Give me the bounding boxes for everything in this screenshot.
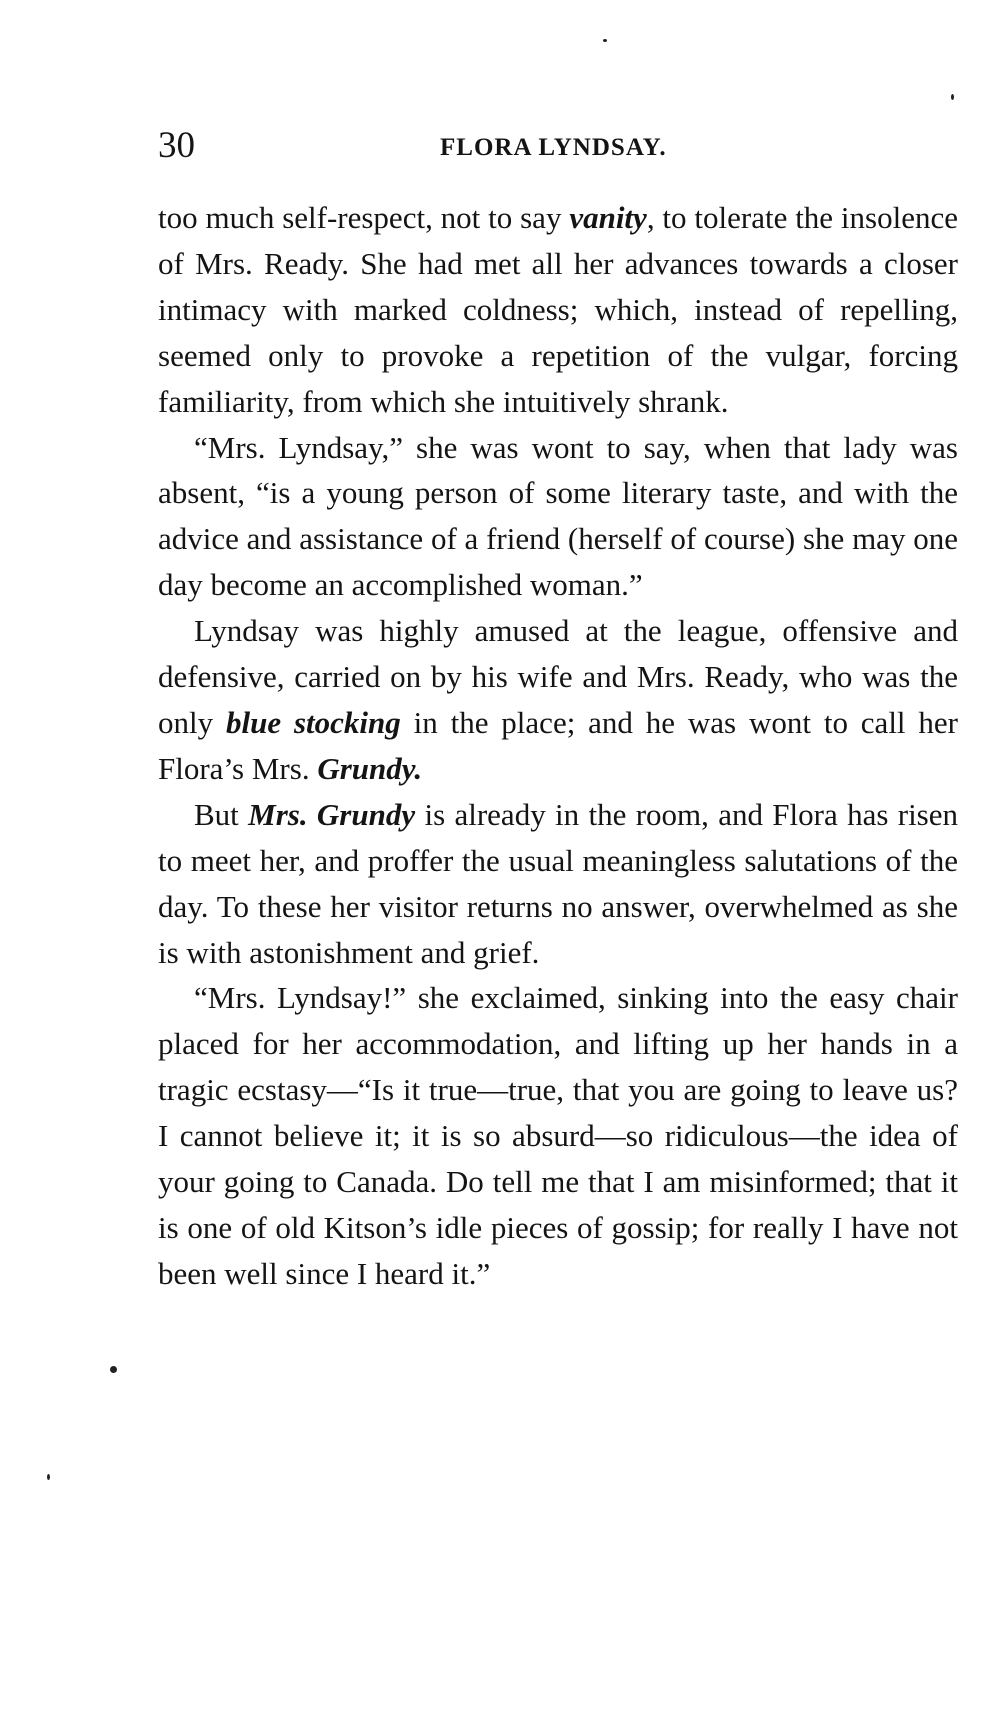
- text-segment: “Mrs. Lyndsay!” she exclaimed, sinking into the easy chair placed for her accommodation, and lifting up her hands in a tragic ecstasy—“Is it true—true, that you are going to leave us? I cannot believe it; it is so absurd—so ridiculous—the idea of your going to Canada. Do tell me that I am misinformed; that it is one of old Kitson’s idle pieces of gossip; for really I have not been well since I heard it.”: [158, 980, 958, 1291]
- scan-speck: [47, 1474, 50, 1480]
- text-segment: too much self-respect, not to say: [158, 200, 570, 235]
- emphasized-text: Grundy.: [317, 750, 423, 786]
- emphasized-text: Mrs. Grundy: [248, 796, 416, 832]
- paragraph: [158, 195, 958, 425]
- text-segment: But: [194, 796, 249, 832]
- page-number: 30: [158, 125, 195, 166]
- page-header: [158, 122, 958, 170]
- text-segment: “Mrs. Lyndsay,” she was wont to say, when that lady was absent, “is a young person of some literary taste, and with the advice and assistance of a friend (herself of course) she may one day become an accomplished woman.”: [158, 429, 958, 603]
- emphasized-text: vanity: [569, 200, 647, 235]
- bullet-mark: [110, 1366, 117, 1373]
- body-text: [158, 195, 958, 1297]
- paragraph: [158, 975, 958, 1296]
- running-title: FLORA LYNDSAY.: [440, 134, 667, 161]
- scan-speck: [603, 39, 607, 42]
- paragraph: [158, 608, 958, 792]
- text-segment: Lyndsay was highly amused at the league, offensive and defensive, carried on by his wife and Mrs. Ready, who was the only: [158, 613, 958, 740]
- scan-speck: [951, 94, 954, 100]
- paragraph: [158, 792, 958, 976]
- text-segment: is already in the room, and Flora has risen to meet her, and proffer the usual meaningless salutations of the day. To these her visitor returns no answer, overwhelmed as she is with astonishment and grief.: [158, 796, 959, 970]
- emphasized-text: blue stocking: [225, 704, 401, 740]
- text-segment: , to tolerate the insolence of Mrs. Ready. She had met all her advances towards a closer intimacy with marked coldness; which, instead of repelling, seemed only to provoke a repetition of the vulgar, forcing familiarity, from which she intuitively shrank.: [158, 200, 958, 419]
- text-segment: in the place; and he was wont to call her Flora’s Mrs.: [158, 704, 958, 786]
- paragraph: [158, 425, 958, 609]
